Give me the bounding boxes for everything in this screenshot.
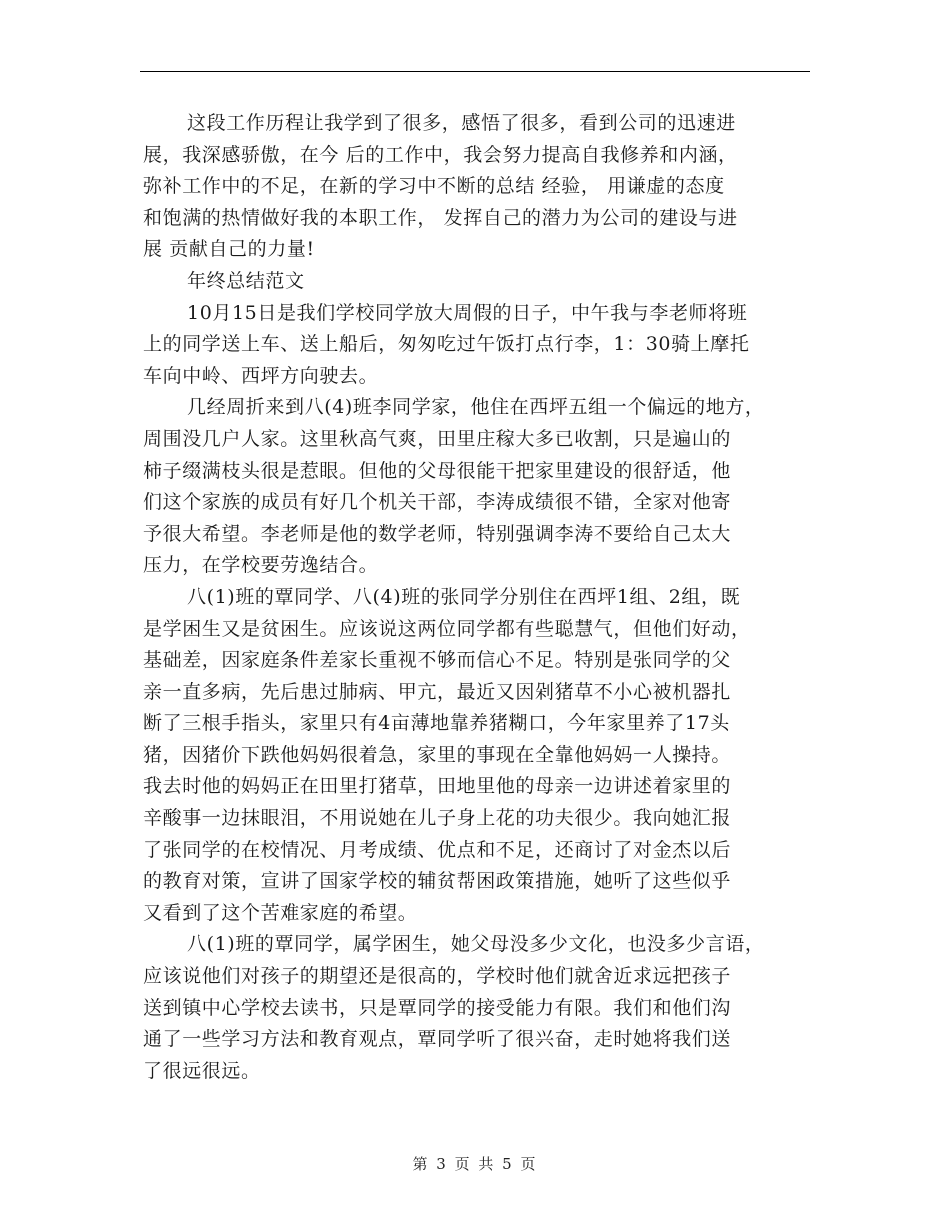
- paragraph-line: 送到镇中心学校去读书，只是覃同学的接受能力有限。我们和他们沟: [143, 996, 732, 1019]
- paragraph-line: 们这个家族的成员有好几个机关干部，李涛成绩很不错，全家对他寄: [143, 491, 732, 514]
- page-number-footer: 第 3 页 共 5 页: [412, 1155, 538, 1173]
- paragraph-line: 辛酸事一边抹眼泪，不用说她在儿子身上花的功夫很少。我向她汇报: [143, 807, 732, 830]
- paragraph-line: 车向中岭、西坪方向驶去。: [143, 364, 379, 387]
- paragraph-line: 我去时他的妈妈正在田里打猪草，田地里他的母亲一边讲述着家里的: [143, 775, 732, 798]
- paragraph-line: 猪，因猪价下跌他妈妈很着急，家里的事现在全靠他妈妈一人操持。: [143, 743, 732, 766]
- paragraph-line: 基础差，因家庭条件差家长重视不够而信心不足。特别是张同学的父: [143, 649, 732, 672]
- paragraph-line: 和饱满的热情做好我的本职工作， 发挥自己的潜力为公司的建设与进: [143, 206, 738, 229]
- paragraph-line: 予很大希望。李老师是他的数学老师，特别强调李涛不要给自己太大: [143, 522, 732, 545]
- paragraph-line: 10月15日是我们学校同学放大周假的日子，中午我与李老师将班: [187, 301, 748, 324]
- section-heading: 年终总结范文: [187, 269, 305, 292]
- paragraph-line: 几经周折来到八(4)班李同学家，他住在西坪五组一个偏远的地方，: [187, 396, 765, 419]
- document-body: [143, 108, 823, 1087]
- paragraph-line: 周围没几户人家。这里秋高气爽，田里庄稼大多已收割，只是遍山的: [143, 427, 732, 450]
- paragraph-line: 八(1)班的覃同学、八(4)班的张同学分别住在西坪1组、2组，既: [187, 585, 741, 608]
- paragraph-line: 了很远很远。: [143, 1059, 261, 1082]
- paragraph-line: 这段工作历程让我学到了很多，感悟了很多，看到公司的迅速进: [187, 112, 736, 134]
- paragraph-line: 亲一直多病，先后患过肺病、甲亢，最近又因剁猪草不小心被机器扎: [143, 680, 732, 703]
- paragraph-line: 了张同学的在校情况、月考成绩、优点和不足，还商讨了对金杰以后: [143, 838, 732, 861]
- header-rule: [140, 71, 810, 72]
- paragraph-line: 弥补工作中的不足，在新的学习中不断的总结 经验， 用谦虚的态度: [143, 175, 725, 198]
- paragraph-line: 压力，在学校要劳逸结合。: [143, 554, 379, 577]
- paragraph-line: 的教育对策，宣讲了国家学校的辅贫帮困政策措施，她听了这些似乎: [143, 870, 732, 893]
- paragraph-line: 又看到了这个苦难家庭的希望。: [143, 901, 418, 924]
- paragraph-line: 展 贡献自己的力量!: [143, 238, 315, 261]
- paragraph-line: 上的同学送上车、送上船后，匆匆吃过午饭打点行李，1：30骑上摩托: [143, 333, 750, 356]
- paragraph-line: 应该说他们对孩子的期望还是很高的，学校时他们就舍近求远把孩子: [143, 965, 732, 988]
- paragraph-line: 展，我深感骄傲，在今 后的工作中，我会努力提高自我修养和内涵，: [143, 143, 738, 166]
- paragraph-line: 断了三根手指头，家里只有4亩薄地靠养猪糊口，今年家里养了17头: [143, 712, 730, 735]
- paragraph-line: 是学困生又是贫困生。应该说这两位同学都有些聪慧气，但他们好动，: [143, 617, 751, 640]
- paragraph-line: 八(1)班的覃同学，属学困生，她父母没多少文化，也没多少言语，: [187, 933, 765, 956]
- paragraph-line: 通了一些学习方法和教育观点，覃同学听了很兴奋，走时她将我们送: [143, 1028, 732, 1051]
- paragraph-line: 柿子缀满枝头很是惹眼。但他的父母很能干把家里建设的很舒适，他: [143, 459, 732, 482]
